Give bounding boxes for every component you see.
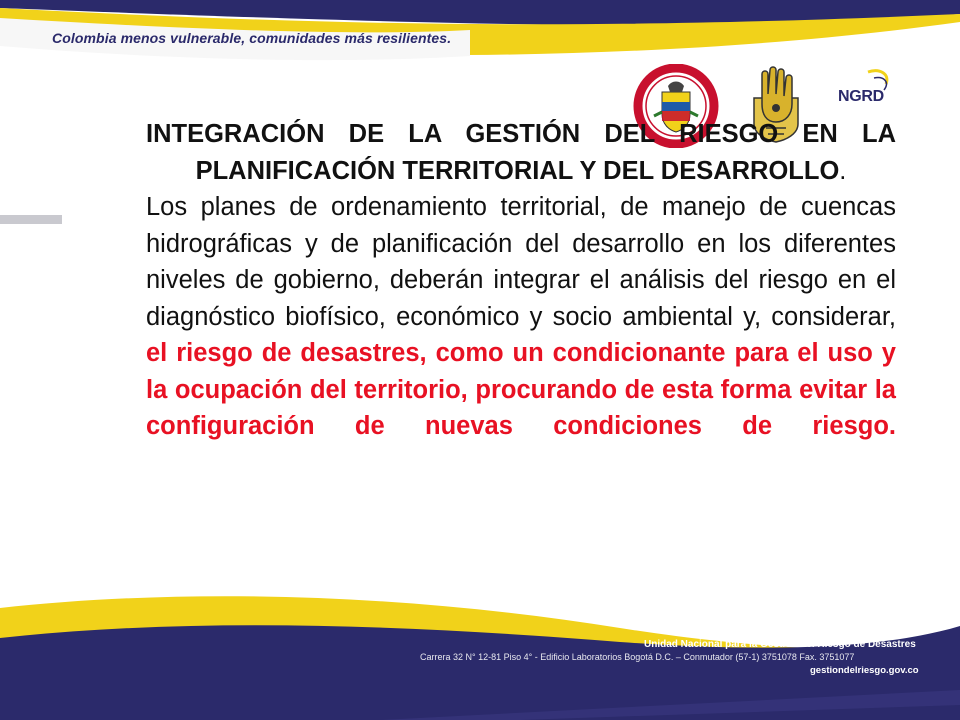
header-tagline: Colombia menos vulnerable, comunidades más resilientes.	[52, 30, 452, 46]
side-decorative-bar	[0, 215, 62, 224]
body-highlight-text: el riesgo de desastres, como un condicionante para el uso y la ocupación del territorio, procurando de esta forma evitar la configuración de nuevas condiciones de riesgo.	[146, 339, 896, 440]
slide-title-dot: .	[839, 156, 847, 185]
footer-info	[420, 638, 930, 678]
slide-content	[146, 116, 896, 445]
slide-title	[146, 116, 896, 189]
footer-address: Carrera 32 N° 12-81 Piso 4° - Edificio Laboratorios Bogotá D.C. – Conmutador (57-1) 3751078 Fax. 3751077	[420, 652, 855, 662]
footer-website[interactable]: gestiondelriesgo.gov.co	[810, 665, 919, 676]
slide-title-text: INTEGRACIÓN DE LA GESTIÓN DEL RIESGO EN LA PLANIFICACIÓN TERRITORIAL Y DEL DESARROLLO	[146, 120, 896, 185]
slide-body	[146, 189, 896, 445]
footer-organization: Unidad Nacional para la Gestión del Riesgo de Desastres	[644, 639, 916, 650]
body-plain-text: Los planes de ordenamiento territorial, de manejo de cuencas hidrográficas y de planificación del desarrollo en los diferentes niveles de gobierno, deberán integrar el análisis del riesgo en el diagnóstico biofísico, económico y socio ambiental y, considerar,	[146, 193, 896, 331]
ngrd-wordmark: NGRD	[838, 88, 884, 105]
